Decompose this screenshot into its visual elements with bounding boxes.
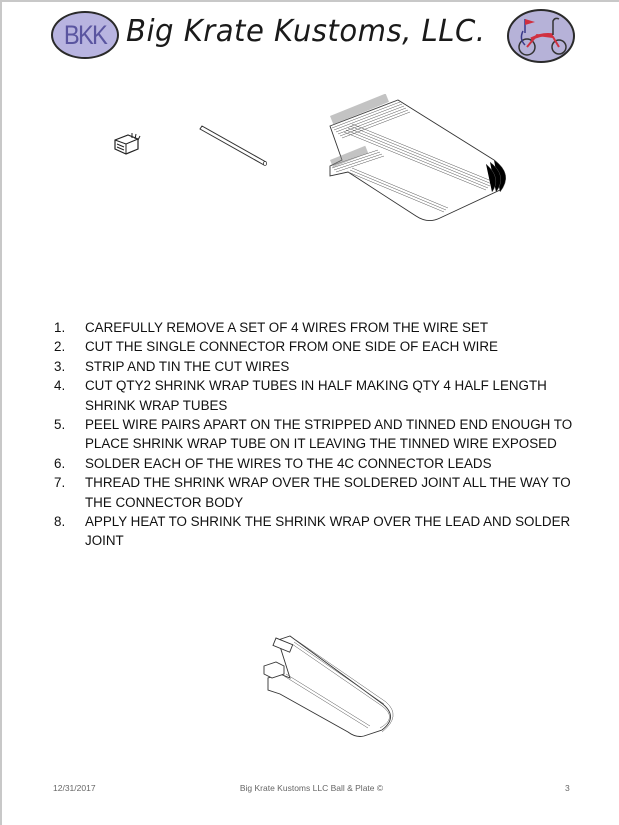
footer-copyright: Big Krate Kustoms LLC Ball & Plate © xyxy=(239,783,384,793)
company-name: Big Krate Kustoms, LLC. xyxy=(126,14,486,49)
step-text: CAREFULLY REMOVE A SET OF 4 WIRES FROM THE WIRE SET xyxy=(85,320,489,335)
page-number: 3 xyxy=(565,783,570,793)
step-number: 5. xyxy=(54,417,66,433)
step-item xyxy=(54,512,574,551)
bkk-logo xyxy=(51,11,119,59)
step-number: 6. xyxy=(54,455,66,471)
step-item xyxy=(54,454,574,473)
page-footer xyxy=(2,783,619,797)
instruction-steps xyxy=(54,318,574,551)
step-text: CUT QTY2 SHRINK WRAP TUBES IN HALF MAKING QTY 4 HALF LENGTH SHRINK WRAP TUBES xyxy=(85,378,547,413)
step-item xyxy=(54,318,574,337)
step-number: 8. xyxy=(54,514,66,530)
step-number: 7. xyxy=(54,475,66,491)
bkk-logo-text: BKK xyxy=(63,19,107,50)
step-text: STRIP AND TIN THE CUT WIRES xyxy=(85,358,290,374)
step-item xyxy=(54,473,574,512)
step-text: APPLY HEAT TO SHRINK THE SHRINK WRAP OVER THE LEAD AND SOLDER JOINT xyxy=(85,514,571,549)
step-text: THREAD THE SHRINK WRAP OVER THE SOLDERED JOINT ALL THE WAY TO THE CONNECTOR BODY xyxy=(85,475,571,510)
footer-date: 12/31/2017 xyxy=(53,783,96,793)
step-item xyxy=(54,376,574,415)
connector-icon xyxy=(112,130,144,158)
bicycle-logo-icon xyxy=(507,9,575,63)
step-item xyxy=(54,357,574,376)
wire-assembly-icon xyxy=(260,632,402,740)
step-item xyxy=(54,415,574,454)
step-number: 2. xyxy=(54,339,66,355)
step-number: 3. xyxy=(54,358,66,374)
step-number: 4. xyxy=(54,378,66,394)
tube-icon xyxy=(198,122,270,168)
step-item xyxy=(54,337,574,356)
ribbon-wire-set-icon xyxy=(324,94,506,228)
step-text: SOLDER EACH OF THE WIRES TO THE 4C CONNECTOR LEADS xyxy=(85,455,492,471)
page-header xyxy=(2,2,619,72)
step-number: 1. xyxy=(54,320,66,335)
step-text: CUT THE SINGLE CONNECTOR FROM ONE SIDE OF EACH WIRE xyxy=(85,339,498,355)
step-text: PEEL WIRE PAIRS APART ON THE STRIPPED AND TINNED END ENOUGH TO PLACE SHRINK WRAP TUBE ON IT LEAVING THE TINNED WIRE EXPOSED xyxy=(85,417,573,452)
